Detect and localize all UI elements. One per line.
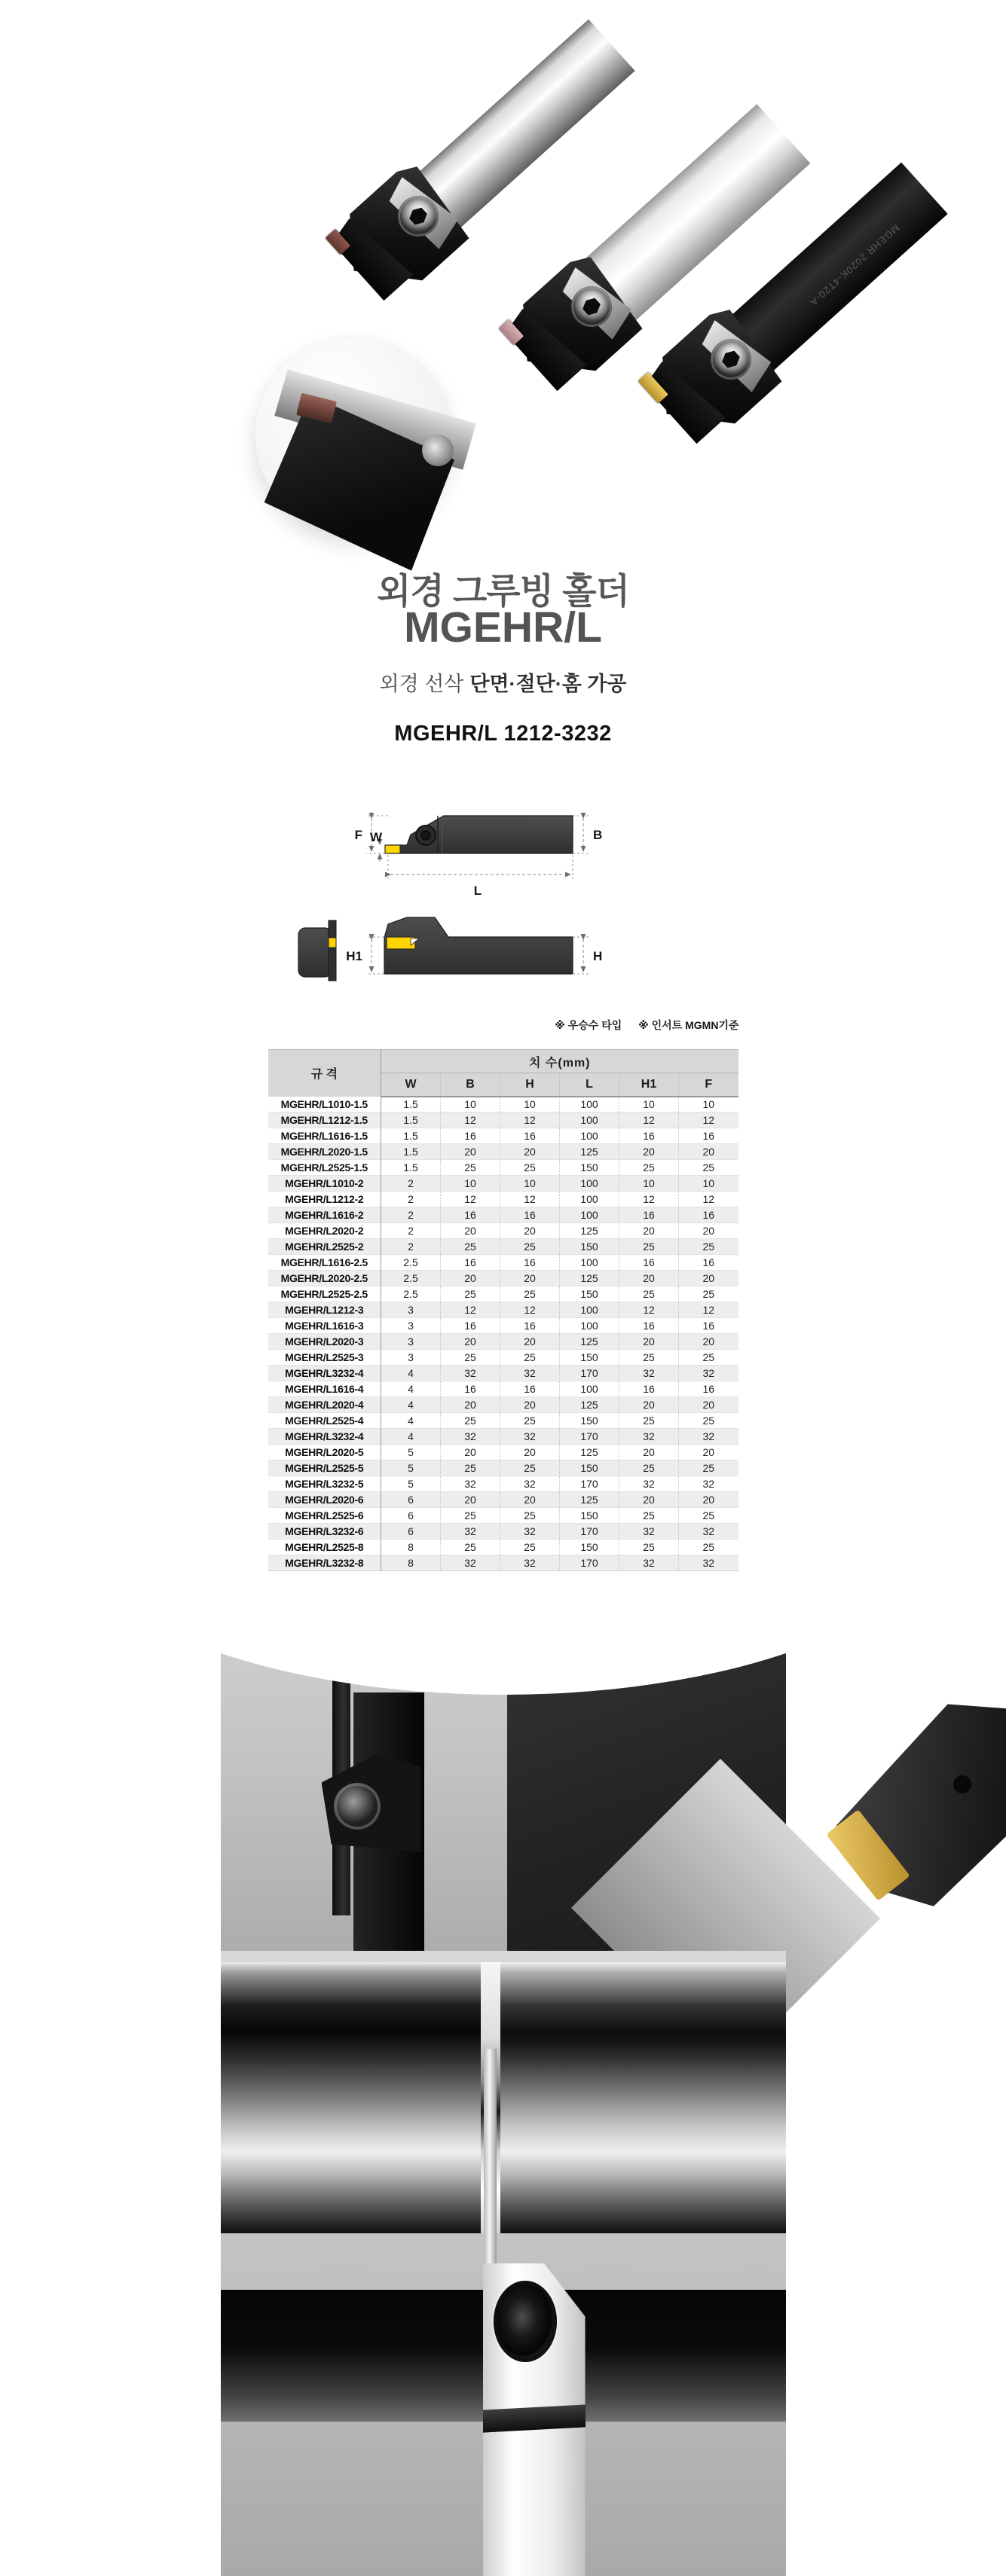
value-cell: 6	[381, 1508, 441, 1524]
inset-screw-icon	[422, 435, 454, 466]
value-cell: 20	[441, 1223, 500, 1239]
value-cell: 2	[381, 1192, 441, 1207]
value-cell: 25	[441, 1508, 500, 1524]
value-cell: 32	[500, 1476, 560, 1492]
grooving-blade	[484, 2049, 497, 2275]
value-cell: 25	[441, 1460, 500, 1476]
spec-cell: MGEHR/L2525-2.5	[268, 1286, 381, 1302]
spec-cell: MGEHR/L3232-5	[268, 1476, 381, 1492]
value-cell: 2.5	[381, 1255, 441, 1271]
table-row	[268, 1160, 738, 1176]
value-cell: 125	[560, 1445, 619, 1460]
value-cell: 16	[619, 1318, 679, 1334]
value-cell: 1.5	[403, 1098, 418, 1111]
value-cell: 2.5	[381, 1271, 441, 1286]
value-cell: 25	[500, 1239, 560, 1255]
value-cell: 32	[500, 1429, 560, 1445]
value-cell: 20	[500, 1334, 560, 1350]
value-cell: 25	[500, 1540, 560, 1555]
value-cell: 12	[441, 1302, 500, 1318]
spec-cell: MGEHR/L3232-4	[268, 1366, 381, 1381]
value-cell: 25	[679, 1540, 738, 1555]
table-row	[268, 1492, 738, 1508]
value-cell: 100	[560, 1113, 619, 1128]
value-cell: 12	[679, 1192, 738, 1207]
spec-cell: MGEHR/L2020-2	[268, 1223, 381, 1239]
value-cell: 16	[679, 1318, 738, 1334]
value-cell: 16	[441, 1381, 500, 1397]
value-cell: 125	[560, 1492, 619, 1508]
value-cell: 8	[381, 1540, 441, 1555]
table-row	[268, 1128, 738, 1144]
value-cell: 10	[619, 1176, 679, 1192]
value-cell: 125	[560, 1397, 619, 1413]
value-cell: 25	[679, 1460, 738, 1476]
table-row	[268, 1255, 738, 1271]
value-cell: 25	[619, 1460, 679, 1476]
value-cell: 20	[500, 1271, 560, 1286]
value-cell: 16	[679, 1255, 738, 1271]
spec-cell: MGEHR/L1212-3	[268, 1302, 381, 1318]
value-cell: 12	[619, 1302, 679, 1318]
value-cell: 20	[679, 1445, 738, 1460]
table-row	[268, 1350, 738, 1366]
col-header-F: F	[679, 1073, 738, 1097]
value-cell: 16	[679, 1128, 738, 1144]
value-cell: 16	[500, 1128, 560, 1144]
table-row	[268, 1460, 738, 1476]
value-cell: 170	[560, 1555, 619, 1571]
value-cell: 16	[619, 1128, 679, 1144]
value-cell: 20	[500, 1445, 560, 1460]
value-cell: 20	[679, 1397, 738, 1413]
value-cell: 20	[500, 1397, 560, 1413]
value-cell: 170	[560, 1476, 619, 1492]
value-cell: 25	[619, 1239, 679, 1255]
value-cell: 25	[500, 1460, 560, 1476]
value-cell: 25	[500, 1286, 560, 1302]
value-cell: 32	[679, 1524, 738, 1540]
value-cell: 16	[500, 1318, 560, 1334]
spec-cell: MGEHR/L2020-2.5	[268, 1271, 381, 1286]
page-title-korean: 외경 그루빙 홀더	[377, 571, 629, 611]
spec-cell: MGEHR/L1616-1.5	[268, 1128, 381, 1144]
note-insert-standard: ※ 인서트 MGMN기준	[638, 1019, 739, 1031]
value-cell: 25	[500, 1413, 560, 1429]
value-cell: 16	[441, 1128, 500, 1144]
value-cell: 6	[381, 1524, 441, 1540]
dim-label-H: H	[592, 949, 602, 963]
spec-cell: MGEHR/L2020-3	[268, 1334, 381, 1350]
value-cell: 20	[619, 1271, 679, 1286]
value-cell: 8	[381, 1555, 441, 1571]
value-cell: 150	[560, 1350, 619, 1366]
value-cell: 170	[560, 1524, 619, 1540]
value-cell: 12	[441, 1192, 500, 1207]
table-row	[268, 1176, 738, 1192]
table-row	[268, 1508, 738, 1524]
spec-cell: MGEHR/L1616-3	[268, 1318, 381, 1334]
machining-photo	[221, 1951, 786, 2576]
value-cell: 20	[619, 1144, 679, 1160]
value-cell: 2.5	[381, 1286, 441, 1302]
spec-cell: MGEHR/L1010-2	[268, 1176, 381, 1192]
value-cell: 25	[441, 1160, 500, 1176]
dimensions-header: 치 수(mm)	[381, 1050, 738, 1073]
value-cell: 170	[560, 1429, 619, 1445]
value-cell: 3	[381, 1334, 441, 1350]
value-cell: 20	[500, 1223, 560, 1239]
value-cell: 32	[441, 1476, 500, 1492]
value-cell: 25	[619, 1160, 679, 1176]
value-cell: 32	[679, 1476, 738, 1492]
value-cell: 150	[560, 1160, 619, 1176]
value-cell: 100	[560, 1097, 619, 1113]
table-notes	[541, 1018, 738, 1033]
value-cell: 6	[381, 1492, 441, 1508]
col-header-B: B	[441, 1073, 500, 1097]
table-row	[268, 1524, 738, 1540]
value-cell: 20	[619, 1492, 679, 1508]
table-row	[268, 1540, 738, 1555]
spec-cell: MGEHR/L1010-1.5	[268, 1097, 381, 1113]
value-cell: 5	[381, 1460, 441, 1476]
value-cell: 12	[500, 1192, 560, 1207]
value-cell: 25	[679, 1286, 738, 1302]
value-cell: 2	[381, 1239, 441, 1255]
value-cell: 20	[619, 1397, 679, 1413]
value-cell: 32	[441, 1555, 500, 1571]
value-cell: 20	[679, 1223, 738, 1239]
dim-label-B: B	[592, 828, 602, 842]
value-cell: 20	[500, 1144, 560, 1160]
detail-left-screw-icon	[334, 1783, 381, 1830]
value-cell: 25	[679, 1160, 738, 1176]
spec-cell: MGEHR/L3232-8	[268, 1555, 381, 1571]
table-row	[268, 1445, 738, 1460]
value-cell: 25	[441, 1350, 500, 1366]
spec-cell: MGEHR/L2525-2	[268, 1239, 381, 1255]
value-cell: 150	[560, 1239, 619, 1255]
value-cell: 10	[441, 1176, 500, 1192]
value-cell: 20	[679, 1144, 738, 1160]
page-title-model: MGEHR/L	[404, 603, 602, 652]
value-cell: 25	[679, 1350, 738, 1366]
table-row	[268, 1113, 738, 1128]
spec-cell: MGEHR/L1616-2	[268, 1207, 381, 1223]
value-cell: 32	[619, 1524, 679, 1540]
value-cell: 16	[441, 1207, 500, 1223]
value-cell: 25	[500, 1350, 560, 1366]
value-cell: 12	[679, 1113, 738, 1128]
value-cell: 16	[441, 1318, 500, 1334]
table-row	[268, 1334, 738, 1350]
value-cell: 150	[560, 1508, 619, 1524]
value-cell: 10	[441, 1097, 500, 1113]
rod-right-sheen	[500, 1962, 786, 2233]
table-row	[268, 1302, 738, 1318]
value-cell: 20	[619, 1223, 679, 1239]
dim-label-L: L	[473, 884, 482, 898]
value-cell: 25	[619, 1540, 679, 1555]
detail-photos	[221, 1646, 786, 1951]
value-cell: 20	[441, 1397, 500, 1413]
product-page	[221, 0, 902, 2576]
table-row	[268, 1192, 738, 1207]
value-cell: 25	[441, 1286, 500, 1302]
table-row	[268, 1413, 738, 1429]
subtitle-prefix: 외경 선삭	[379, 673, 464, 695]
value-cell: 16	[619, 1381, 679, 1397]
table-row	[268, 1271, 738, 1286]
value-cell: 25	[679, 1413, 738, 1429]
value-cell: 100	[560, 1381, 619, 1397]
col-header-L: L	[560, 1073, 619, 1097]
value-cell: 2	[381, 1223, 441, 1239]
value-cell: 32	[679, 1366, 738, 1381]
spec-cell: MGEHR/L2020-6	[268, 1492, 381, 1508]
value-cell: 20	[619, 1445, 679, 1460]
value-cell: 25	[441, 1540, 500, 1555]
dim-label-H1: H1	[345, 949, 362, 963]
value-cell: 32	[441, 1429, 500, 1445]
value-cell: 125	[560, 1271, 619, 1286]
value-cell: 20	[500, 1492, 560, 1508]
value-cell: 16	[500, 1207, 560, 1223]
value-cell: 5	[381, 1476, 441, 1492]
spec-cell: MGEHR/L2020-4	[268, 1397, 381, 1413]
spec-cell: MGEHR/L2020-5	[268, 1445, 381, 1460]
page-subtitle	[221, 667, 786, 697]
value-cell: 20	[441, 1492, 500, 1508]
value-cell: 20	[441, 1334, 500, 1350]
spec-column-header: 규 격	[268, 1050, 381, 1097]
value-cell: 2	[381, 1176, 441, 1192]
spec-cell: MGEHR/L1616-2.5	[268, 1255, 381, 1271]
table-row	[268, 1318, 738, 1334]
value-cell: 10	[619, 1097, 679, 1113]
diagram-front-view	[221, 908, 786, 1002]
col-header-H: H	[500, 1073, 560, 1097]
value-cell: 32	[679, 1555, 738, 1571]
value-cell: 4	[381, 1429, 441, 1445]
value-cell: 16	[679, 1381, 738, 1397]
value-cell: 32	[500, 1524, 560, 1540]
value-cell: 16	[500, 1255, 560, 1271]
end-view-body	[298, 928, 332, 977]
value-cell: 12	[441, 1113, 500, 1128]
table-row	[268, 1239, 738, 1255]
dim-label-W: W	[369, 830, 382, 844]
value-cell: 10	[500, 1097, 560, 1113]
value-cell: 32	[441, 1366, 500, 1381]
value-cell: 12	[619, 1113, 679, 1128]
value-cell: 12	[500, 1113, 560, 1128]
value-cell: 3	[381, 1318, 441, 1334]
value-cell: 32	[500, 1555, 560, 1571]
value-cell: 32	[441, 1524, 500, 1540]
col-header-H1: H1	[619, 1073, 679, 1097]
value-cell: 125	[560, 1223, 619, 1239]
value-cell: 20	[441, 1445, 500, 1460]
table-row	[268, 1555, 738, 1571]
value-cell: 10	[679, 1176, 738, 1192]
table-row	[268, 1144, 738, 1160]
end-view-blade	[329, 920, 336, 981]
value-cell: 32	[619, 1555, 679, 1571]
value-cell: 12	[500, 1302, 560, 1318]
spec-cell: MGEHR/L1212-2	[268, 1192, 381, 1207]
table-row	[268, 1429, 738, 1445]
spec-cell: MGEHR/L1616-4	[268, 1381, 381, 1397]
value-cell: 25	[619, 1413, 679, 1429]
value-cell: 100	[560, 1255, 619, 1271]
detail-right-hole	[953, 1775, 971, 1793]
hero-inset-closeup-photo	[255, 337, 451, 533]
value-cell: 25	[441, 1413, 500, 1429]
spec-cell: MGEHR/L2525-1.5	[268, 1160, 381, 1176]
value-cell: 2	[381, 1207, 441, 1223]
value-cell: 25	[679, 1508, 738, 1524]
value-cell: 150	[560, 1286, 619, 1302]
value-cell: 25	[441, 1239, 500, 1255]
table-row	[268, 1397, 738, 1413]
value-cell: 5	[381, 1445, 441, 1460]
value-cell: 125	[560, 1334, 619, 1350]
value-cell: 150	[560, 1413, 619, 1429]
value-cell: 20	[619, 1334, 679, 1350]
value-cell: 3	[381, 1350, 441, 1366]
hero-photo	[221, 0, 902, 561]
value-cell: 100	[560, 1192, 619, 1207]
value-cell: 4	[381, 1413, 441, 1429]
col-header-W: W	[381, 1073, 441, 1097]
value-cell: 32	[679, 1429, 738, 1445]
model-range-label: MGEHR/L 1212-3232	[394, 722, 612, 746]
value-cell: 32	[619, 1366, 679, 1381]
value-cell: 4	[381, 1381, 441, 1397]
value-cell: 100	[560, 1207, 619, 1223]
value-cell: 25	[500, 1508, 560, 1524]
spec-table	[268, 1049, 738, 1571]
value-cell: 32	[619, 1429, 679, 1445]
value-cell: 1.5	[381, 1128, 441, 1144]
laser-marking-text: MGEHR 2020K-4T20-A	[807, 221, 902, 309]
table-row	[268, 1223, 738, 1239]
value-cell: 10	[500, 1176, 560, 1192]
spec-cell: MGEHR/L2525-6	[268, 1508, 381, 1524]
value-cell: 170	[560, 1366, 619, 1381]
value-cell: 1.5	[381, 1144, 441, 1160]
diagram-insert	[385, 845, 400, 853]
table-row	[268, 1366, 738, 1381]
table-row	[268, 1286, 738, 1302]
value-cell: 20	[441, 1271, 500, 1286]
value-cell: 25	[500, 1160, 560, 1176]
spec-table-body	[268, 1097, 738, 1571]
spec-cell: MGEHR/L2525-4	[268, 1413, 381, 1429]
spec-cell: MGEHR/L2525-8	[268, 1540, 381, 1555]
value-cell: 20	[441, 1144, 500, 1160]
value-cell: 20	[679, 1271, 738, 1286]
table-row	[268, 1381, 738, 1397]
value-cell: 25	[619, 1350, 679, 1366]
spec-cell: MGEHR/L3232-6	[268, 1524, 381, 1540]
tool-shank	[410, 20, 634, 231]
value-cell: 150	[560, 1540, 619, 1555]
value-cell: 16	[679, 1207, 738, 1223]
value-cell: 4	[381, 1397, 441, 1413]
value-cell: 16	[500, 1381, 560, 1397]
value-cell: 16	[619, 1255, 679, 1271]
value-cell: 100	[560, 1128, 619, 1144]
value-cell: 3	[381, 1302, 441, 1318]
spec-cell: MGEHR/L2525-3	[268, 1350, 381, 1366]
value-cell: 20	[679, 1334, 738, 1350]
value-cell: 32	[619, 1476, 679, 1492]
end-view-insert	[329, 938, 336, 948]
value-cell: 32	[500, 1366, 560, 1381]
value-cell: 12	[679, 1302, 738, 1318]
value-cell: 10	[679, 1097, 738, 1113]
value-cell: 100	[560, 1176, 619, 1192]
dim-label-F: F	[354, 828, 362, 842]
value-cell: 25	[619, 1508, 679, 1524]
diagram-side-view	[221, 795, 786, 904]
value-cell: 150	[560, 1460, 619, 1476]
holder-clamp-screw-icon	[494, 2281, 557, 2362]
value-cell: 25	[619, 1286, 679, 1302]
value-cell: 20	[679, 1492, 738, 1508]
table-row	[268, 1097, 738, 1113]
value-cell: 100	[560, 1318, 619, 1334]
value-cell: 125	[560, 1144, 619, 1160]
spec-cell: MGEHR/L1212-1.5	[268, 1113, 381, 1128]
note-hand-type: ※ 우승수 타입	[555, 1019, 622, 1031]
spec-cell: MGEHR/L2020-1.5	[268, 1144, 381, 1160]
value-cell: 25	[679, 1239, 738, 1255]
value-cell: 1.5	[381, 1160, 441, 1176]
spec-cell: MGEHR/L2525-5	[268, 1460, 381, 1476]
spec-cell: MGEHR/L3232-4	[268, 1429, 381, 1445]
value-cell: 4	[381, 1366, 441, 1381]
subtitle-bold: 단면·절단·홈 가공	[469, 673, 627, 695]
table-row	[268, 1207, 738, 1223]
value-cell: 100	[560, 1302, 619, 1318]
value-cell: 12	[619, 1192, 679, 1207]
table-row	[268, 1476, 738, 1492]
value-cell: 16	[441, 1255, 500, 1271]
value-cell: 1.5	[381, 1113, 441, 1128]
value-cell: 16	[619, 1207, 679, 1223]
